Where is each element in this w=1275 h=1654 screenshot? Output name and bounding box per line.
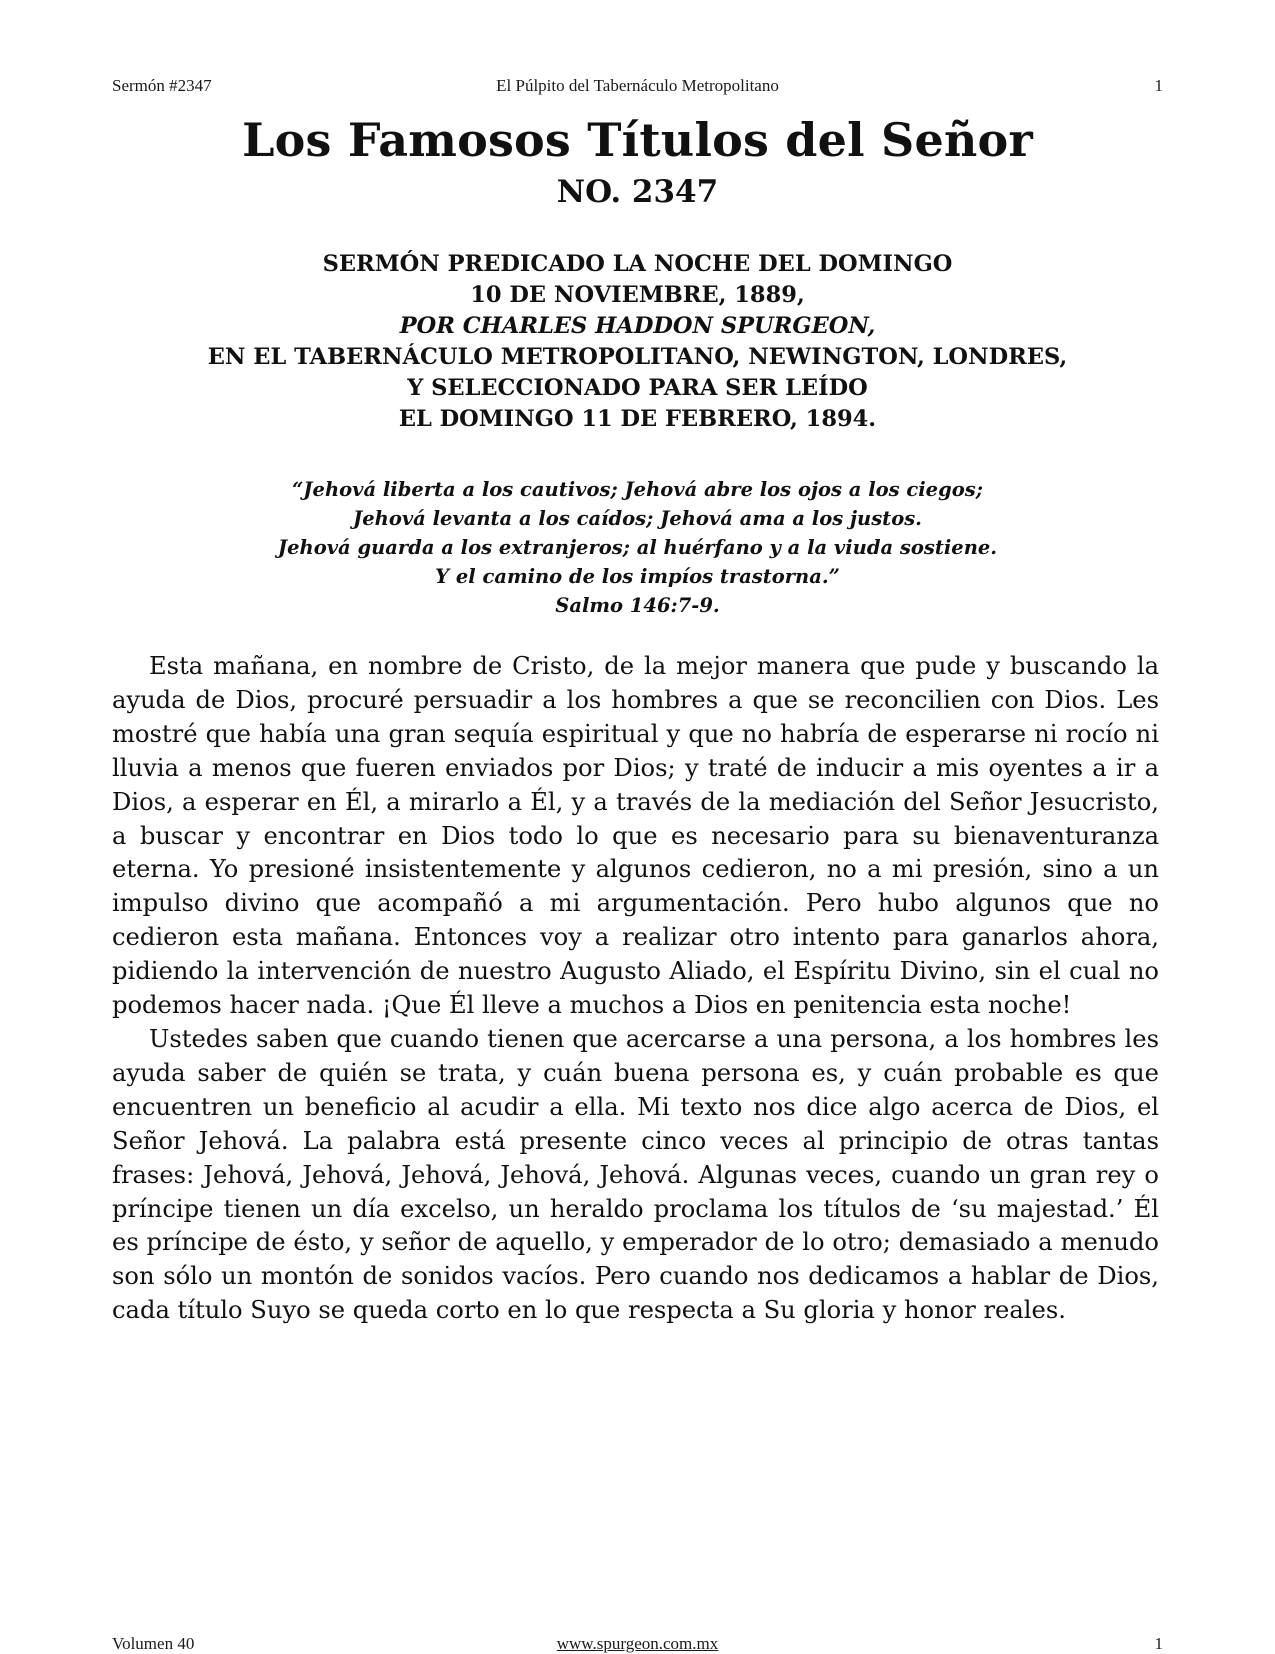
page-title: Los Famosos Títulos del Señor	[242, 113, 1033, 167]
publication-name: El Púlpito del Tabernáculo Metropolitano	[496, 76, 779, 95]
website-link[interactable]: www.spurgeon.com.mx	[556, 1634, 719, 1653]
epigraph-line: Jehová guarda a los extranjeros; al huérfano y a la viuda sostiene.	[277, 536, 998, 559]
page-number-bottom: 1	[1154, 1634, 1163, 1653]
header-line: EL DOMINGO 11 DE FEBRERO, 1894.	[398, 406, 877, 432]
sermon-number-label: Sermón #2347	[112, 76, 212, 95]
header-line-author: POR CHARLES HADDON SPURGEON,	[399, 313, 876, 339]
volume-label: Volumen 40	[112, 1634, 195, 1653]
header-line: SERMÓN PREDICADO LA NOCHE DEL DOMINGO	[322, 251, 953, 277]
scripture-epigraph	[60, 475, 1215, 620]
sermon-header	[60, 249, 1215, 435]
epigraph-reference: Salmo 146:7-9.	[555, 594, 720, 617]
epigraph-line: Jehová levanta a los caídos; Jehová ama a los justos.	[353, 507, 922, 530]
sermon-number: NO. 2347	[556, 174, 719, 210]
header-line: EN EL TABERNÁCULO METROPOLITANO, NEWINGTON, LONDRES,	[207, 344, 1068, 370]
paragraph: Ustedes saben que cuando tienen que acercarse a una persona, a los hombres les ayuda saber de quién se trata, y cuán buena persona es, y cuán probable es que encuentren un beneficio al acudir a ella. Mi texto nos dice algo acerca de Dios, el Señor Jehová. La palabra está presente cinco veces al principio de otras tantas frases: Jehová, Jehová, Jehová, Jehová, Jehová. Algunas veces, cuando un gran rey o príncipe tienen un día excelso, un heraldo proclama los títulos de ‘su majestad.’ Él es príncipe de ésto, y señor de aquello, y emperador de lo otro; demasiado a menudo son sólo un montón de sonidos vacíos. Pero cuando nos dedicamos a hablar de Dios, cada título Suyo se queda corto en lo que respecta a Su gloria y honor reales.	[112, 1024, 1159, 1325]
header-line: Y SELECCIONADO PARA SER LEÍDO	[407, 375, 868, 401]
paragraph: Esta mañana, en nombre de Cristo, de la mejor manera que pude y buscando la ayuda de Dios, procuré persuadir a los hombres a que se reconcilien con Dios. Les mostré que había una gran sequía espiritual y que no habría de esperarse ni rocío ni lluvia a menos que fueren enviados por Dios; y traté de inducir a mis oyentes a ir a Dios, a esperar en Él, a mirarlo a Él, y a través de la mediación del Señor Jesucristo, a buscar y encontrar en Dios todo lo que es necesario para su bienaventuranza eterna. Yo presioné insistentemente y algunos cedieron, no a mi presión, sino a un impulso divino que acompañó a mi argumentación. Pero hubo algunos que no cedieron esta mañana. Entonces voy a realizar otro intento para ganarlos ahora, pidiendo la intervención de nuestro Augusto Aliado, el Espíritu Divino, sin el cual no podemos hacer nada. ¡Que Él lleve a muchos a Dios en penitencia esta noche!	[112, 652, 1159, 1020]
epigraph-line: Y el camino de los impíos trastorna.”	[435, 565, 840, 588]
page-number-top: 1	[1154, 76, 1163, 95]
sermon-body	[112, 650, 1159, 1328]
header-line: 10 DE NOVIEMBRE, 1889,	[470, 282, 805, 308]
epigraph-line: “Jehová liberta a los cautivos; Jehová abre los ojos a los ciegos;	[292, 478, 983, 501]
